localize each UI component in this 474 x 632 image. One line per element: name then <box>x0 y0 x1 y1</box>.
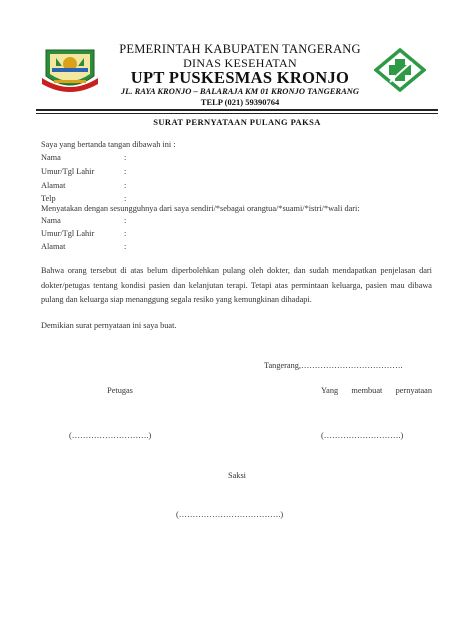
puskesmas-logo-icon <box>374 48 426 92</box>
officer-signature-line: (……………………….) <box>69 431 152 440</box>
field-umur-colon: : <box>124 167 127 176</box>
header-phone: TELP (021) 59390764 <box>200 97 280 107</box>
maker-signature-line: (……………………….) <box>321 431 404 440</box>
statement-text: Menyatakan dengan sesungguhnya dari saya sendiri/*sebagai orangtua/*suami/*istri/*wali dari: <box>41 204 360 213</box>
maker-label: Yang membuat pernyataan <box>321 386 432 395</box>
document-title: SURAT PERNYATAAN PULANG PAKSA <box>153 117 321 127</box>
header-address: JL. RAYA KRONJO – BALARAJA KM 01 KRONJO TANGERANG <box>120 86 360 96</box>
closing-text: Demikian surat pernyataan ini saya buat. <box>41 321 177 330</box>
header-divider-thick <box>36 109 438 111</box>
patient-alamat-label: Alamat <box>41 242 66 251</box>
field-nama-label: Nama <box>41 153 61 162</box>
header-divider-thin <box>36 113 438 114</box>
header-government: PEMERINTAH KABUPATEN TANGERANG <box>119 42 361 56</box>
patient-nama-label: Nama <box>41 216 61 225</box>
patient-nama-colon: : <box>124 216 127 225</box>
officer-label: Petugas <box>107 386 133 395</box>
header-institution: UPT PUSKESMAS KRONJO <box>130 68 350 87</box>
witness-signature-line: (……………………………….) <box>176 510 284 519</box>
field-telp-colon: : <box>124 194 127 203</box>
patient-alamat-colon: : <box>124 242 127 251</box>
body-paragraph: Bahwa orang tersebut di atas belum diperbolehkan pulang oleh dokter, dan sudah mendapatkan penjelasan dari dokter/petugas tentang kondisi pasien dan kelanjutan terapi. Tetapi atas permintaan keluarga, pasien mau dibawa pulang dan keluarga siap menanggung segala resiko yang kemungkinan dihadapi. <box>41 266 432 304</box>
intro-text: Saya yang bertanda tangan dibawah ini : <box>41 140 176 149</box>
witness-label: Saksi <box>228 471 246 480</box>
field-alamat-label: Alamat <box>41 181 66 190</box>
field-alamat-colon: : <box>124 181 127 190</box>
header-department: DINAS KESEHATAN <box>183 56 297 70</box>
place-date: Tangerang,………………………………. <box>264 361 403 370</box>
field-nama-colon: : <box>124 153 127 162</box>
field-umur-label: Umur/Tgl Lahir <box>41 167 95 176</box>
patient-umur-colon: : <box>124 229 127 238</box>
field-telp-label: Telp <box>41 194 56 203</box>
patient-umur-label: Umur/Tgl Lahir <box>41 229 95 238</box>
